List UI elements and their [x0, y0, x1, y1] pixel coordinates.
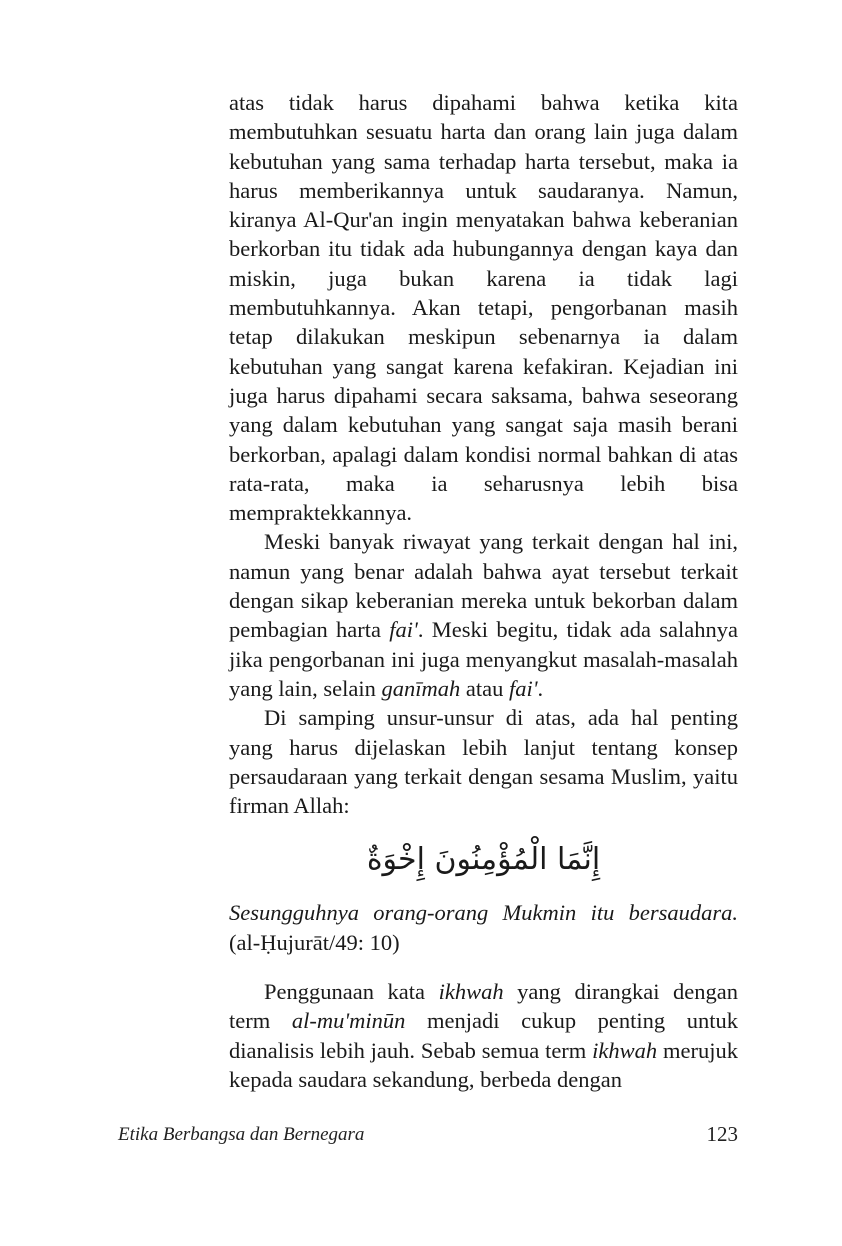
verse-translation	[229, 898, 738, 957]
term-ikhwah-2: ikhwah	[592, 1037, 658, 1063]
paragraph-2-text-c: atau	[460, 675, 509, 701]
main-text	[229, 88, 738, 1094]
paragraph-4	[229, 977, 738, 1094]
paragraph-2-text-d: .	[537, 675, 544, 701]
arabic-verse: إِنَّمَا الْمُؤْمِنُونَ إِخْوَةٌ	[366, 842, 601, 878]
verse-reference: (al-Ḥujurāt/49: 10)	[229, 929, 400, 955]
term-ganimah: ganīmah	[381, 675, 461, 701]
paragraph-4-text-c: menjadi cukup penting untuk dianalisis lebih jauh. Sebab semua term	[229, 1008, 738, 1063]
paragraph-4-text-a: Penggunaan kata	[264, 979, 439, 1005]
page-number: 123	[706, 1122, 738, 1146]
term-ikhwah-1: ikhwah	[438, 979, 504, 1005]
paragraph-4-text-d: merujuk kepada saudara sekandung, berbeda dengan	[229, 1037, 739, 1092]
term-fai-1: fai'	[389, 617, 418, 643]
term-fai-2: fai'	[508, 675, 538, 701]
term-al-muminun: al-mu'minūn	[291, 1008, 406, 1034]
footer-book-title: Etika Berbangsa dan Bernegara	[118, 1124, 365, 1145]
paragraph-4-text-b: yang dirangkai dengan term	[229, 979, 738, 1034]
paragraph-2-text-b: . Meski begitu, tidak ada salahnya jika pengorbanan ini juga menyangkut masalah-masalah yang lain, selain	[229, 617, 739, 701]
paragraph-1: atas tidak harus dipahami bahwa ketika kita membutuhkan sesuatu harta dan orang lain juga dalam kebutuhan yang sama terhadap harta tersebut, maka ia harus memberikannya untuk saudaranya. Namun, kiranya Al-Qur'an ingin menyatakan bahwa keberanian berkorban itu tidak ada hubungannya dengan kaya dan miskin, juga bukan karena ia tidak lagi membutuhkannya. Akan tetapi, pengorbanan masih tetap dilakukan meskipun sebenarnya ia dalam kebutuhan yang sangat karena kefakiran. Kejadian ini juga harus dipahami secara saksama, bahwa seseorang yang dalam kebutuhan yang sangat saja masih berani berkorban, apalagi dalam kondisi normal bahkan di atas rata-rata, maka ia seharusnya lebih bisa mempraktekkannya.	[229, 90, 738, 526]
paragraph-2	[229, 527, 738, 703]
translation-text: Sesungguhnya orang-orang Mukmin itu bersaudara.	[229, 900, 738, 926]
paragraph-3: Di samping unsur-unsur di atas, ada hal penting yang harus dijelaskan lebih lanjut tentang konsep persaudaraan yang terkait dengan sesama Muslim, yaitu firman Allah:	[229, 705, 738, 819]
paragraph-2-text-a: Meski banyak riwayat yang terkait dengan hal ini, namun yang benar adalah bahwa ayat tersebut terkait dengan sikap keberanian mereka untuk bekorban dalam pembagian harta	[229, 529, 738, 643]
